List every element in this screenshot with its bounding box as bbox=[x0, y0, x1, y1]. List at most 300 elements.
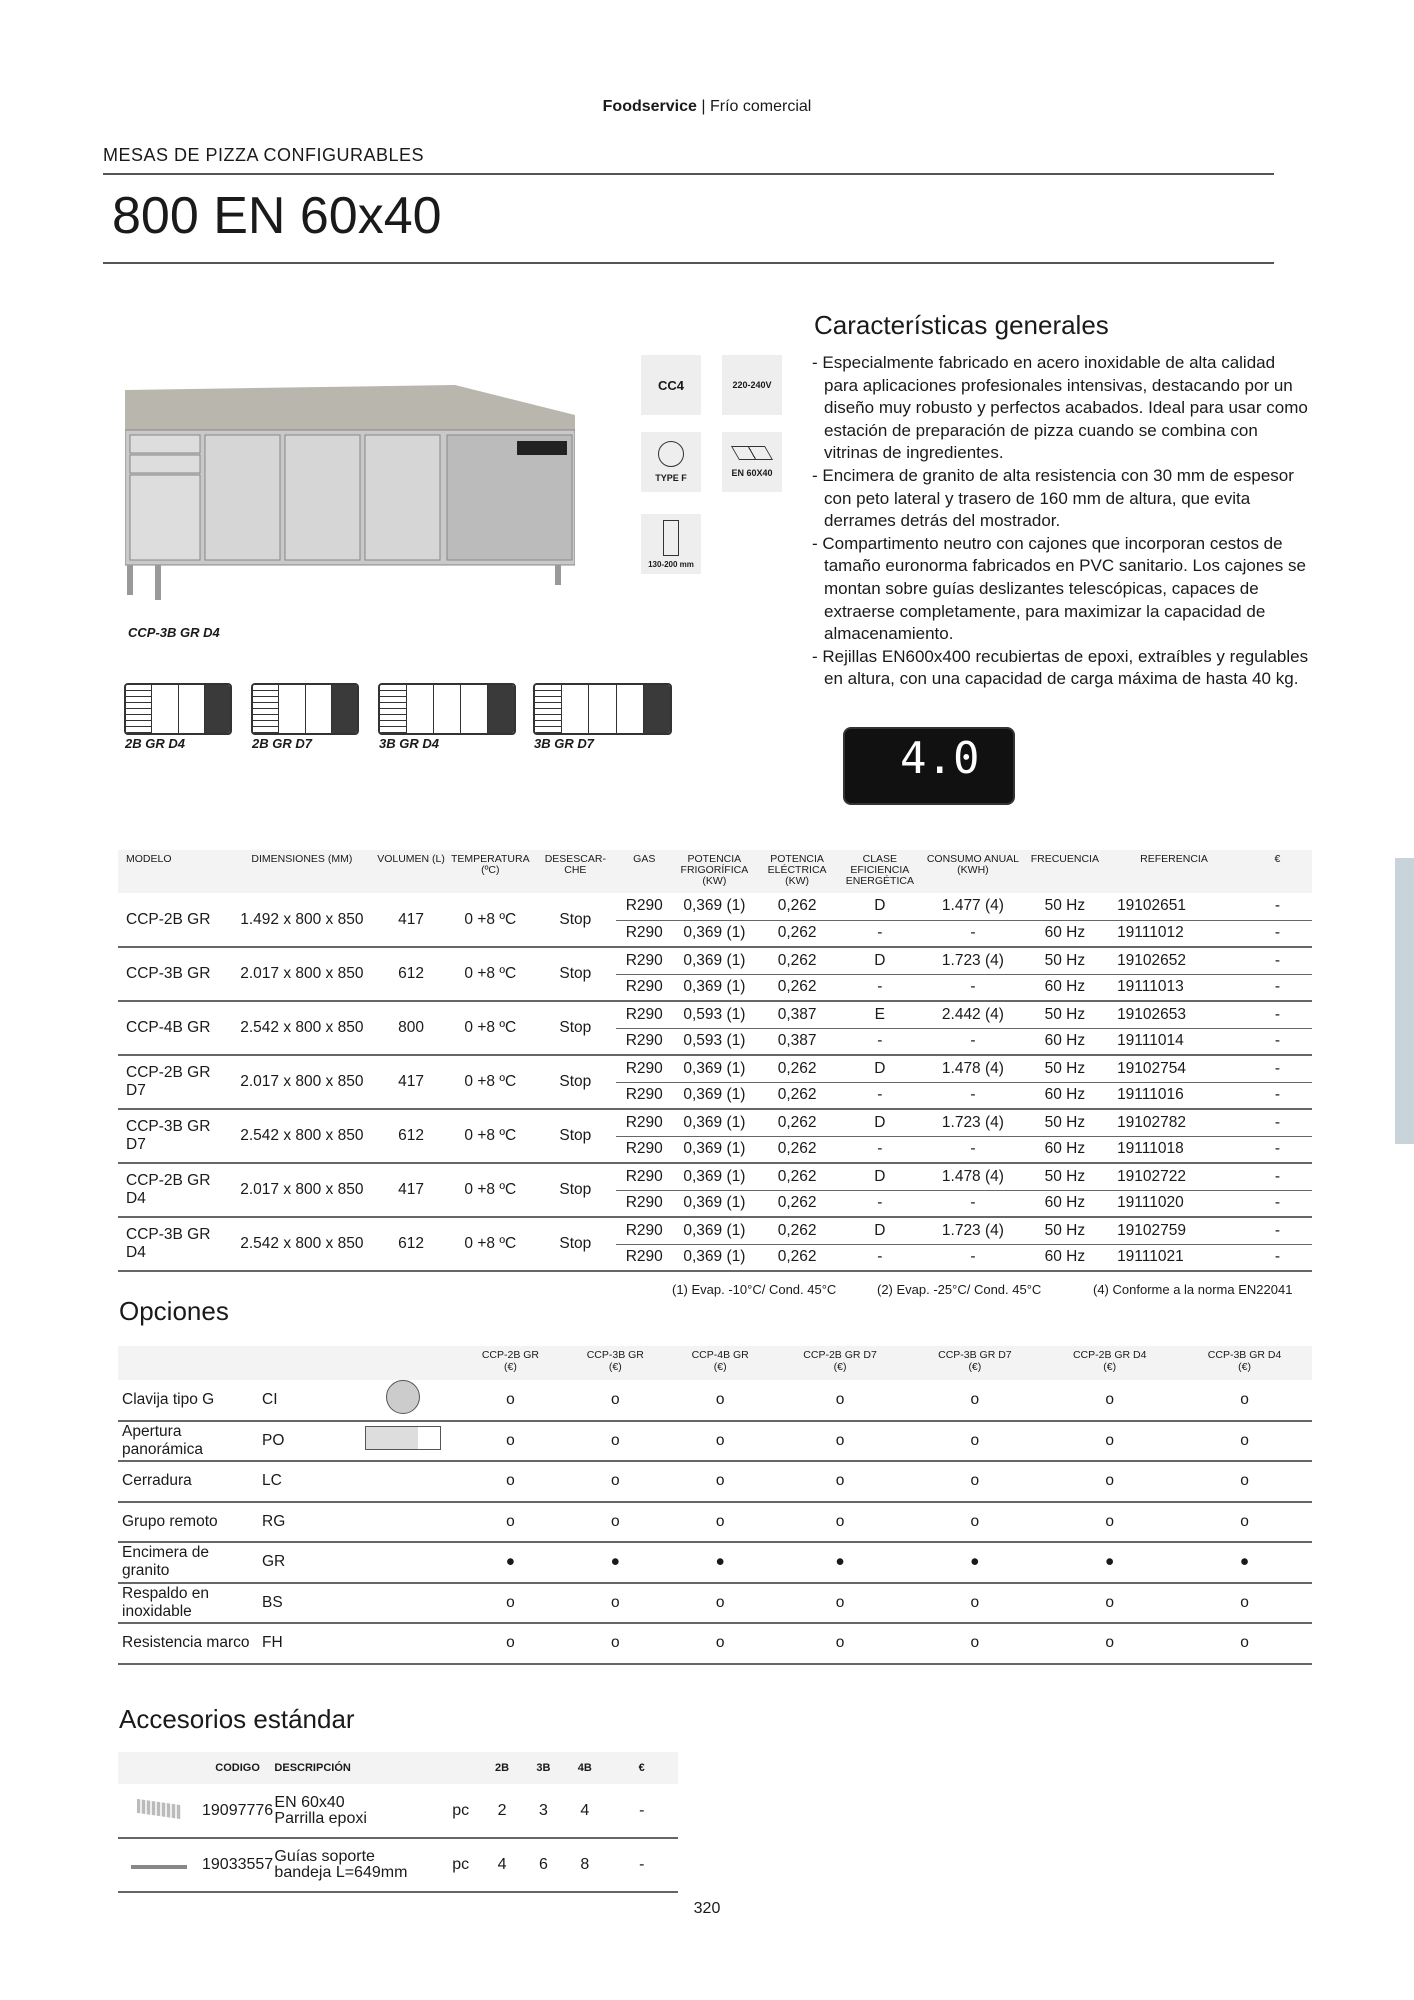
feature-item: - Compartimento neutro con cajones que incorporan cestos de tamaño euronorma fabricados en PVC sanitario. Los cajones se montan sobre guías deslizantes telescópicas, capaces de extraerse completamente, para maximizar la capacidad de almacenamiento. bbox=[812, 533, 1306, 644]
cell: 60 Hz bbox=[1025, 1190, 1105, 1217]
cell-model: CCP-3B GR D4 bbox=[118, 1217, 227, 1271]
option-mark: o bbox=[1177, 1380, 1312, 1421]
option-mark: o bbox=[563, 1380, 668, 1421]
cell: - bbox=[838, 1082, 921, 1109]
cell: - bbox=[921, 1082, 1024, 1109]
option-mark: o bbox=[773, 1502, 908, 1543]
divider bbox=[103, 262, 1274, 264]
cell-dim: 2.017 x 800 x 850 bbox=[227, 1163, 376, 1217]
cell: 0,369 (1) bbox=[673, 1109, 756, 1136]
cell-defrost: Stop bbox=[535, 893, 615, 947]
socket-icon bbox=[658, 441, 684, 467]
cell: 0,262 bbox=[756, 1082, 839, 1109]
variant-label: 2B GR D4 bbox=[125, 736, 185, 751]
cell: - bbox=[921, 1244, 1024, 1271]
option-mark: o bbox=[1042, 1380, 1177, 1421]
empty-cell bbox=[348, 1583, 458, 1624]
cell: - bbox=[838, 1136, 921, 1163]
option-mark: o bbox=[907, 1421, 1042, 1462]
model-name: CCP-4B GR bbox=[691, 1349, 749, 1361]
cell: - bbox=[1243, 1109, 1312, 1136]
cell: D bbox=[838, 1109, 921, 1136]
cell: 0,387 bbox=[756, 1028, 839, 1055]
option-mark: o bbox=[458, 1583, 563, 1624]
column-header bbox=[668, 1346, 773, 1380]
cell: - bbox=[1243, 1136, 1312, 1163]
cell: R290 bbox=[616, 1001, 673, 1028]
cell: R290 bbox=[616, 1136, 673, 1163]
side-tab bbox=[1395, 858, 1414, 1144]
column-header bbox=[907, 1346, 1042, 1380]
footnote: (4) Conforme a la norma EN22041 bbox=[1093, 1282, 1293, 1297]
cell: 0,369 (1) bbox=[673, 974, 756, 1001]
model-name: CCP-3B GR D4 bbox=[1207, 1349, 1282, 1361]
cell: R290 bbox=[616, 1244, 673, 1271]
cell-model: CCP-2B GR bbox=[118, 893, 227, 947]
option-mark: o bbox=[773, 1461, 908, 1502]
cell-vol: 612 bbox=[377, 947, 446, 1001]
features-title: Características generales bbox=[814, 310, 1109, 340]
cell: - bbox=[1243, 974, 1312, 1001]
cell: - bbox=[1243, 1055, 1312, 1082]
footnote: (1) Evap. -10°C/ Cond. 45°C bbox=[672, 1282, 837, 1297]
option-mark: o bbox=[1177, 1421, 1312, 1462]
cell-temp: 0 +8 ºC bbox=[446, 1163, 536, 1217]
column-header bbox=[1042, 1346, 1177, 1380]
cell: 19111020 bbox=[1105, 1190, 1243, 1217]
cell-model: CCP-3B GR bbox=[118, 947, 227, 1001]
cell-model: CCP-2B GR D4 bbox=[118, 1163, 227, 1217]
cell: R290 bbox=[616, 893, 673, 920]
column-header: DIMENSIONES (MM) bbox=[227, 850, 376, 893]
cell-model: CCP-2B GR D7 bbox=[118, 1055, 227, 1109]
accessory-unit: pc bbox=[440, 1838, 481, 1892]
cell: 19102722 bbox=[1105, 1163, 1243, 1190]
option-code: BS bbox=[258, 1583, 348, 1624]
table-row bbox=[118, 1055, 1312, 1082]
feature-item: - Especialmente fabricado en acero inoxidable de alta calidad para aplicaciones profesionales intensivas, destacando por un diseño muy robusto y perfectos acabados. Ideal para usar como estación de preparación de pizza cuando se combina con vitrinas de ingredientes. bbox=[812, 353, 1308, 463]
empty-cell bbox=[348, 1623, 458, 1664]
option-label: Apertura panorámica bbox=[118, 1421, 258, 1462]
grid-icon bbox=[731, 446, 773, 460]
cell: 0,387 bbox=[756, 1001, 839, 1028]
accessory-description bbox=[274, 1838, 440, 1892]
option-mark: o bbox=[1177, 1461, 1312, 1502]
panoramic-icon bbox=[348, 1421, 458, 1462]
cell: 60 Hz bbox=[1025, 1028, 1105, 1055]
cell: - bbox=[1243, 1190, 1312, 1217]
cell-dim: 2.017 x 800 x 850 bbox=[227, 1055, 376, 1109]
cell: R290 bbox=[616, 1163, 673, 1190]
column-header: € bbox=[1243, 850, 1312, 893]
column-header: CLASE EFICIENCIA ENERGÉTICA bbox=[838, 850, 921, 893]
cell-vol: 612 bbox=[377, 1109, 446, 1163]
accessory-description bbox=[274, 1784, 440, 1838]
cell-model: CCP-3B GR D7 bbox=[118, 1109, 227, 1163]
model-name: CCP-2B GR D4 bbox=[1072, 1349, 1147, 1361]
accessory-price: - bbox=[605, 1838, 678, 1892]
column-header bbox=[348, 1346, 458, 1380]
column-header bbox=[1177, 1346, 1312, 1380]
column-header: VOLUMEN (L) bbox=[377, 850, 446, 893]
cell: 0,262 bbox=[756, 1163, 839, 1190]
cell: 0,262 bbox=[756, 893, 839, 920]
variant-label: 3B GR D7 bbox=[534, 736, 594, 751]
variant-3b-gr-d4-icon bbox=[378, 683, 516, 735]
cell: 0,262 bbox=[756, 1190, 839, 1217]
cell: 50 Hz bbox=[1025, 1163, 1105, 1190]
accessory-price: - bbox=[605, 1784, 678, 1838]
cell: 19111014 bbox=[1105, 1028, 1243, 1055]
column-header: POTENCIA FRIGORÍFICA (KW) bbox=[673, 850, 756, 893]
option-mark: o bbox=[668, 1623, 773, 1664]
currency: (€) bbox=[713, 1361, 727, 1373]
cell: 0,262 bbox=[756, 920, 839, 947]
column-header: 3B bbox=[523, 1752, 564, 1784]
cell: 0,369 (1) bbox=[673, 1244, 756, 1271]
accessory-row bbox=[118, 1784, 678, 1838]
cell: E bbox=[838, 1001, 921, 1028]
cell-temp: 0 +8 ºC bbox=[446, 893, 536, 947]
option-mark: o bbox=[773, 1421, 908, 1462]
divider bbox=[103, 173, 1274, 175]
grid-badge bbox=[722, 432, 782, 492]
cell: D bbox=[838, 1163, 921, 1190]
cell: 0,262 bbox=[756, 974, 839, 1001]
cell: 60 Hz bbox=[1025, 1082, 1105, 1109]
option-row bbox=[118, 1542, 1312, 1583]
cell: 19111012 bbox=[1105, 920, 1243, 947]
cell: 50 Hz bbox=[1025, 947, 1105, 974]
option-code: LC bbox=[258, 1461, 348, 1502]
currency: (€) bbox=[833, 1361, 847, 1373]
currency: (€) bbox=[608, 1361, 622, 1373]
option-mark: o bbox=[668, 1380, 773, 1421]
cell: - bbox=[1243, 893, 1312, 920]
option-label: Cerradura bbox=[118, 1461, 258, 1502]
specs-table bbox=[118, 850, 1312, 1272]
cell-vol: 417 bbox=[377, 1163, 446, 1217]
cell-dim: 2.542 x 800 x 850 bbox=[227, 1109, 376, 1163]
cell: 1.478 (4) bbox=[921, 1055, 1024, 1082]
option-mark: o bbox=[668, 1461, 773, 1502]
cell-vol: 800 bbox=[377, 1001, 446, 1055]
empty-cell bbox=[348, 1502, 458, 1543]
cell-defrost: Stop bbox=[535, 1001, 615, 1055]
currency: (€) bbox=[968, 1361, 982, 1373]
cell: - bbox=[921, 1136, 1024, 1163]
column-header: GAS bbox=[616, 850, 673, 893]
variant-2b-gr-d7-icon bbox=[251, 683, 359, 735]
option-mark: o bbox=[1042, 1421, 1177, 1462]
page-header bbox=[0, 98, 1414, 116]
height-label: 130-200 mm bbox=[648, 559, 694, 569]
cell: 19111013 bbox=[1105, 974, 1243, 1001]
cell-temp: 0 +8 ºC bbox=[446, 947, 536, 1001]
page-title: 800 EN 60x40 bbox=[112, 187, 442, 245]
cell: R290 bbox=[616, 1082, 673, 1109]
grid-shelf-icon bbox=[118, 1784, 201, 1838]
option-row bbox=[118, 1380, 1312, 1421]
plug-label: TYPE F bbox=[655, 473, 687, 483]
option-mark: o bbox=[563, 1502, 668, 1543]
cell: 50 Hz bbox=[1025, 1109, 1105, 1136]
column-header: 4B bbox=[564, 1752, 605, 1784]
cell: 0,369 (1) bbox=[673, 893, 756, 920]
option-row bbox=[118, 1502, 1312, 1543]
option-mark: o bbox=[773, 1380, 908, 1421]
cell: 19102754 bbox=[1105, 1055, 1243, 1082]
feature-item: - Encimera de granito de alta resistencia con 30 mm de espesor con peto lateral y trasero de 160 mm de altura, que evita derrames detrás del mostrador. bbox=[812, 465, 1294, 531]
options-table bbox=[118, 1346, 1312, 1665]
option-mark: o bbox=[1177, 1502, 1312, 1543]
cell: - bbox=[1243, 1244, 1312, 1271]
column-header bbox=[440, 1752, 481, 1784]
column-header: MODELO bbox=[118, 850, 227, 893]
table-row bbox=[118, 947, 1312, 974]
cell: - bbox=[1243, 1082, 1312, 1109]
option-row bbox=[118, 1421, 1312, 1462]
model-name: CCP-3B GR D7 bbox=[938, 1349, 1012, 1361]
header-section: Frío comercial bbox=[709, 98, 812, 115]
option-mark: o bbox=[1177, 1583, 1312, 1624]
cell: 0,262 bbox=[756, 947, 839, 974]
cell-dim: 2.542 x 800 x 850 bbox=[227, 1217, 376, 1271]
cell: 60 Hz bbox=[1025, 920, 1105, 947]
option-mark: ● bbox=[563, 1542, 668, 1583]
option-mark: o bbox=[907, 1623, 1042, 1664]
feature-item: - Rejillas EN600x400 recubiertas de epoxi, extraíbles y regulables en altura, con una capacidad de carga máxima de hasta 40 kg. bbox=[812, 646, 1309, 689]
cell: 19102759 bbox=[1105, 1217, 1243, 1244]
option-row bbox=[118, 1623, 1312, 1664]
cell: 0,593 (1) bbox=[673, 1001, 756, 1028]
table-row bbox=[118, 893, 1312, 920]
column-header bbox=[258, 1346, 348, 1380]
accessory-q3: 3 bbox=[523, 1784, 564, 1838]
cell: 0,262 bbox=[756, 1109, 839, 1136]
cell: - bbox=[1243, 1163, 1312, 1190]
column-header: € bbox=[605, 1752, 678, 1784]
option-mark: o bbox=[668, 1502, 773, 1543]
voltage-badge bbox=[722, 355, 782, 415]
cell: - bbox=[1243, 947, 1312, 974]
cell: 19102652 bbox=[1105, 947, 1243, 974]
option-row bbox=[118, 1583, 1312, 1624]
cell-defrost: Stop bbox=[535, 1109, 615, 1163]
leg-height-icon bbox=[663, 520, 679, 556]
currency: (€) bbox=[504, 1361, 517, 1373]
desc-line: EN 60x40 bbox=[274, 1793, 345, 1811]
accessory-q4: 8 bbox=[564, 1838, 605, 1892]
table-row bbox=[118, 1163, 1312, 1190]
option-mark: o bbox=[458, 1502, 563, 1543]
cell: 19102782 bbox=[1105, 1109, 1243, 1136]
accessory-q3: 6 bbox=[523, 1838, 564, 1892]
option-mark: o bbox=[1042, 1623, 1177, 1664]
cell: 0,369 (1) bbox=[673, 1190, 756, 1217]
cell-temp: 0 +8 ºC bbox=[446, 1109, 536, 1163]
cell: - bbox=[1243, 1217, 1312, 1244]
cell: 19102653 bbox=[1105, 1001, 1243, 1028]
desc-line: Guías soporte bbox=[274, 1848, 375, 1865]
cell: D bbox=[838, 893, 921, 920]
option-label: Clavija tipo G bbox=[118, 1380, 258, 1421]
empty-cell bbox=[348, 1542, 458, 1583]
cell: 19111018 bbox=[1105, 1136, 1243, 1163]
option-mark: o bbox=[458, 1380, 563, 1421]
cell: 0,369 (1) bbox=[673, 1082, 756, 1109]
currency: (€) bbox=[1238, 1361, 1251, 1373]
option-label: Resistencia marco bbox=[118, 1623, 258, 1664]
column-header bbox=[773, 1346, 908, 1380]
option-code: FH bbox=[258, 1623, 348, 1664]
cell: - bbox=[838, 1244, 921, 1271]
model-name: CCP-3B GR bbox=[586, 1349, 644, 1361]
sep: | bbox=[696, 98, 710, 115]
cell: 60 Hz bbox=[1025, 974, 1105, 1001]
cell: - bbox=[1243, 1001, 1312, 1028]
cell-defrost: Stop bbox=[535, 947, 615, 1001]
option-mark: o bbox=[773, 1583, 908, 1624]
cell: R290 bbox=[616, 1028, 673, 1055]
option-mark: o bbox=[458, 1421, 563, 1462]
cell: R290 bbox=[616, 1055, 673, 1082]
option-mark: o bbox=[907, 1461, 1042, 1502]
section-title: MESAS DE PIZZA CONFIGURABLES bbox=[103, 145, 425, 165]
cell: 0,369 (1) bbox=[673, 1136, 756, 1163]
cell: 0,369 (1) bbox=[673, 1163, 756, 1190]
cell: 0,262 bbox=[756, 1244, 839, 1271]
cell-defrost: Stop bbox=[535, 1055, 615, 1109]
cell-dim: 1.492 x 800 x 850 bbox=[227, 893, 376, 947]
cell: R290 bbox=[616, 920, 673, 947]
option-label: Grupo remoto bbox=[118, 1502, 258, 1543]
cell: D bbox=[838, 1217, 921, 1244]
cell: 1.723 (4) bbox=[921, 947, 1024, 974]
option-mark: o bbox=[563, 1421, 668, 1462]
cell-defrost: Stop bbox=[535, 1163, 615, 1217]
brand: Foodservice bbox=[602, 98, 697, 115]
model-name: CCP-2B GR D7 bbox=[803, 1349, 877, 1361]
cell: 60 Hz bbox=[1025, 1244, 1105, 1271]
cell-dim: 2.017 x 800 x 850 bbox=[227, 947, 376, 1001]
cell: - bbox=[1243, 920, 1312, 947]
option-label: Respaldo en inoxidable bbox=[118, 1583, 258, 1624]
table-row bbox=[118, 1109, 1312, 1136]
option-mark: o bbox=[563, 1461, 668, 1502]
options-title: Opciones bbox=[119, 1296, 229, 1326]
column-header: FRECUENCIA bbox=[1025, 850, 1105, 893]
variant-3b-gr-d7-icon bbox=[533, 683, 672, 735]
option-mark: o bbox=[1042, 1583, 1177, 1624]
accessory-code: 19097776 bbox=[201, 1784, 275, 1838]
desc-line: bandeja L=649mm bbox=[274, 1864, 408, 1881]
cell: - bbox=[921, 1028, 1024, 1055]
column-header: DESCRIPCIÓN bbox=[274, 1752, 440, 1784]
cell: R290 bbox=[616, 947, 673, 974]
accessory-q4: 4 bbox=[564, 1784, 605, 1838]
option-row bbox=[118, 1461, 1312, 1502]
accessory-row bbox=[118, 1838, 678, 1892]
accessory-q2: 4 bbox=[481, 1838, 522, 1892]
cell-dim: 2.542 x 800 x 850 bbox=[227, 1001, 376, 1055]
rail-icon bbox=[118, 1838, 201, 1892]
cell-vol: 417 bbox=[377, 1055, 446, 1109]
option-code: RG bbox=[258, 1502, 348, 1543]
thermostat-display bbox=[843, 727, 1015, 805]
cell: 1.478 (4) bbox=[921, 1163, 1024, 1190]
cell: 1.477 (4) bbox=[921, 893, 1024, 920]
option-mark: o bbox=[907, 1583, 1042, 1624]
option-mark: o bbox=[668, 1421, 773, 1462]
variant-label: 2B GR D7 bbox=[252, 736, 312, 751]
option-mark: ● bbox=[668, 1542, 773, 1583]
voltage-label: 220-240V bbox=[732, 380, 772, 390]
cell: - bbox=[838, 920, 921, 947]
desc-line: Parrilla epoxi bbox=[274, 1809, 367, 1827]
product-image bbox=[125, 385, 575, 600]
option-code: GR bbox=[258, 1542, 348, 1583]
column-header: DESESCAR-CHE bbox=[535, 850, 615, 893]
height-badge bbox=[641, 514, 701, 574]
plug-badge bbox=[641, 432, 701, 492]
option-code: CI bbox=[258, 1380, 348, 1421]
option-mark: o bbox=[458, 1461, 563, 1502]
column-header: TEMPERATURA (ºC) bbox=[446, 850, 536, 893]
model-name: CCP-2B GR bbox=[481, 1349, 540, 1361]
cell: 0,369 (1) bbox=[673, 1055, 756, 1082]
cell: 0,369 (1) bbox=[673, 920, 756, 947]
option-mark: o bbox=[668, 1583, 773, 1624]
cell: 50 Hz bbox=[1025, 893, 1105, 920]
cell: 0,369 (1) bbox=[673, 1217, 756, 1244]
currency: (€) bbox=[1103, 1361, 1117, 1373]
cell: 19111016 bbox=[1105, 1082, 1243, 1109]
cell: 50 Hz bbox=[1025, 1217, 1105, 1244]
cell: D bbox=[838, 947, 921, 974]
empty-cell bbox=[348, 1461, 458, 1502]
cell-vol: 417 bbox=[377, 893, 446, 947]
cc4-badge bbox=[641, 355, 701, 415]
page-number: 320 bbox=[693, 1900, 721, 1917]
cell: - bbox=[921, 920, 1024, 947]
cell: 0,262 bbox=[756, 1055, 839, 1082]
cell: 50 Hz bbox=[1025, 1055, 1105, 1082]
accessories-table bbox=[118, 1752, 678, 1893]
column-header: REFERENCIA bbox=[1105, 850, 1243, 893]
cell: 0,262 bbox=[756, 1136, 839, 1163]
table-row bbox=[118, 1001, 1312, 1028]
variant-label: 3B GR D4 bbox=[379, 736, 439, 751]
cell: - bbox=[838, 974, 921, 1001]
cell: - bbox=[1243, 1028, 1312, 1055]
option-mark: ● bbox=[1177, 1542, 1312, 1583]
option-mark: o bbox=[563, 1623, 668, 1664]
column-header bbox=[118, 1752, 201, 1784]
cc4-label: CC4 bbox=[657, 377, 684, 393]
column-header bbox=[563, 1346, 668, 1380]
option-mark: o bbox=[907, 1502, 1042, 1543]
cell: - bbox=[838, 1190, 921, 1217]
accessory-code: 19033557 bbox=[201, 1838, 275, 1892]
variant-2b-gr-d4-icon bbox=[124, 683, 232, 735]
cell-defrost: Stop bbox=[535, 1217, 615, 1271]
cell: 60 Hz bbox=[1025, 1136, 1105, 1163]
column-header bbox=[458, 1346, 563, 1380]
option-label: Encimera de granito bbox=[118, 1542, 258, 1583]
cell: R290 bbox=[616, 1190, 673, 1217]
cell: - bbox=[838, 1028, 921, 1055]
